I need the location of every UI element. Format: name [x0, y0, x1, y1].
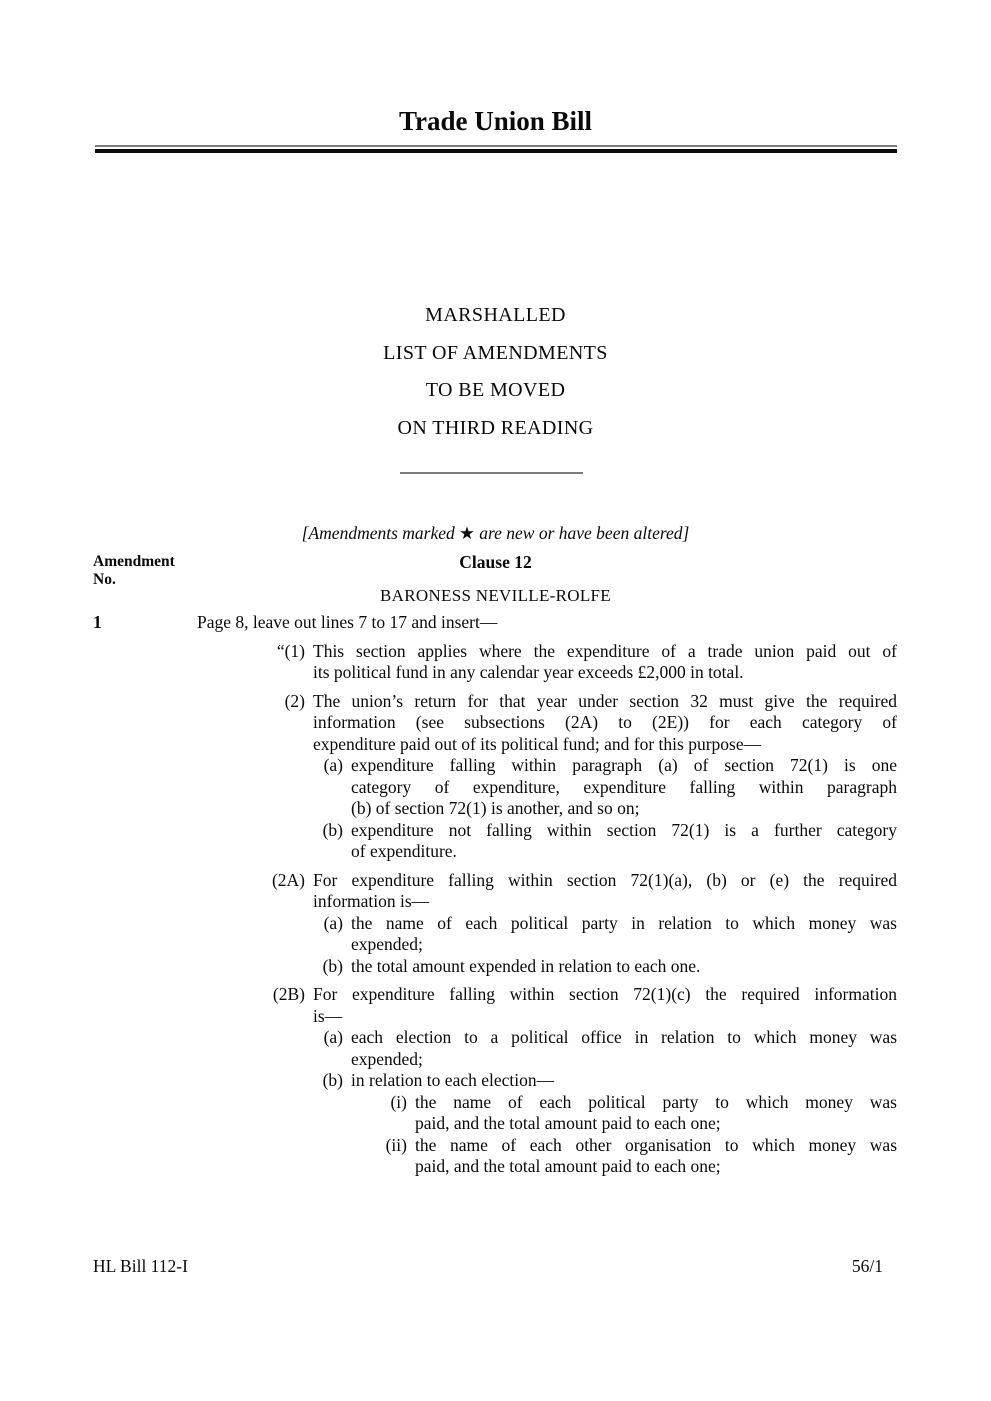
paragraph-label: (b)	[322, 1070, 343, 1090]
amendment-instruction: Page 8, leave out lines 7 to 17 and insert—	[197, 612, 498, 632]
heading-line: ON THIRD READING	[397, 416, 594, 439]
paragraph-label: “(1)	[276, 640, 305, 661]
paragraph-line: the name of each political party in relation to which money was	[351, 912, 897, 933]
amendment-paragraph	[240, 1092, 897, 1135]
bill-title: Trade Union Bill	[398, 106, 593, 136]
footer-page-ref: 56/1	[851, 1256, 883, 1276]
amendments-notice	[0, 523, 991, 544]
paragraph-label: (a)	[323, 1027, 343, 1047]
paragraph-label: (i)	[390, 1091, 407, 1112]
paragraph-text	[313, 691, 897, 756]
amendment-paragraph	[240, 913, 897, 956]
title-rule-thick	[95, 149, 897, 153]
paragraph-text	[415, 1135, 897, 1178]
heading-line: LIST OF AMENDMENTS	[383, 341, 608, 364]
amendment-paragraph	[240, 1135, 897, 1178]
paragraph-text	[313, 984, 897, 1027]
paragraph-text	[351, 1027, 897, 1070]
amendment-no-label-line2: No.	[93, 570, 116, 588]
paragraph-line: the total amount expended in relation to each one.	[351, 955, 701, 976]
paragraph-label: (ii)	[385, 1134, 407, 1155]
paragraph-label: (b)	[322, 955, 343, 976]
paragraph-line: information is—	[313, 891, 430, 911]
paragraph-label: (2)	[284, 690, 305, 711]
paragraph-label: (2B)	[272, 984, 305, 1004]
paragraph-line: is—	[313, 1005, 343, 1026]
notice-suffix: are new or have been altered]	[474, 522, 690, 543]
amendment-no-label-line1: Amendment	[93, 553, 175, 570]
heading-line: TO BE MOVED	[425, 379, 566, 401]
clause-heading: Clause 12	[459, 552, 532, 572]
amendment-paragraph	[240, 691, 897, 756]
paragraph-line: For expenditure falling within section 72(1)(c) the required information	[313, 984, 897, 1004]
paragraph-line: in relation to each election—	[351, 1070, 555, 1090]
notice-prefix: [Amendments marked	[301, 522, 460, 543]
amendment-body	[93, 612, 897, 1178]
marshalled-headings	[0, 297, 991, 447]
paragraph-text	[351, 820, 897, 863]
amendment-paragraph	[240, 755, 897, 820]
amendment-paragraph	[240, 984, 897, 1027]
amendment-number: 1	[93, 612, 102, 632]
paragraph-line: expenditure not falling within section 72(1) is a further category	[351, 819, 897, 840]
paragraph-label: (a)	[323, 755, 343, 775]
amendment-paragraph	[240, 1070, 897, 1092]
paragraph-line: paid, and the total amount paid to each one;	[415, 1113, 721, 1133]
amendment-paragraph	[240, 956, 897, 978]
paragraph-line: expenditure paid out of its political fund; and for this purpose—	[313, 733, 762, 754]
paragraph-label: (2A)	[271, 869, 305, 890]
paragraph-line: expenditure falling within paragraph (a) of section 72(1) is one	[351, 755, 897, 775]
paragraph-line: expended;	[351, 934, 423, 954]
footer-bill-number: HL Bill 112-I	[93, 1256, 188, 1276]
paragraph-text	[415, 1092, 897, 1135]
paragraph-line: the name of each other organisation to which money was	[415, 1134, 897, 1155]
amendment-paragraph	[240, 1027, 897, 1070]
paragraph-line: of expenditure.	[351, 841, 457, 861]
title-rule	[95, 145, 897, 153]
paragraph-line: The union’s return for that year under section 32 must give the required	[313, 690, 897, 711]
paragraph-line: For expenditure falling within section 72(1)(a), (b) or (e) the required	[313, 869, 897, 890]
paragraph-line: paid, and the total amount paid to each one;	[415, 1156, 721, 1176]
amendment-paragraph	[240, 641, 897, 684]
amendment-paragraph	[240, 870, 897, 913]
paragraph-label: (b)	[322, 819, 343, 840]
paragraph-label: (a)	[323, 912, 343, 933]
title-rule-thin	[95, 145, 897, 147]
paragraph-text	[313, 870, 897, 913]
paragraph-text	[351, 1070, 897, 1092]
star-icon: ★	[459, 522, 475, 543]
paragraph-line: each election to a political office in relation to which money was	[351, 1027, 897, 1047]
paragraph-text	[351, 956, 897, 978]
paragraph-line: (b) of section 72(1) is another, and so on;	[351, 798, 640, 818]
paragraph-text	[313, 641, 897, 684]
mover-name: BARONESS NEVILLE-ROLFE	[380, 586, 611, 605]
paragraph-line: the name of each political party to which money was	[415, 1091, 897, 1112]
section-divider-rule	[400, 472, 583, 474]
paragraph-line: This section applies where the expenditure of a trade union paid out of	[313, 640, 897, 661]
paragraph-line: its political fund in any calendar year exceeds £2,000 in total.	[313, 662, 744, 682]
paragraph-line: information (see subsections (2A) to (2E)) for each category of	[313, 712, 897, 732]
paragraph-line: category of expenditure, expenditure falling within paragraph	[351, 776, 897, 797]
paragraph-text	[351, 913, 897, 956]
amendment-paragraph	[240, 820, 897, 863]
heading-line: MARSHALLED	[425, 304, 566, 326]
paragraph-line: expended;	[351, 1048, 423, 1069]
amendment-row	[93, 612, 897, 634]
paragraph-text	[351, 755, 897, 820]
